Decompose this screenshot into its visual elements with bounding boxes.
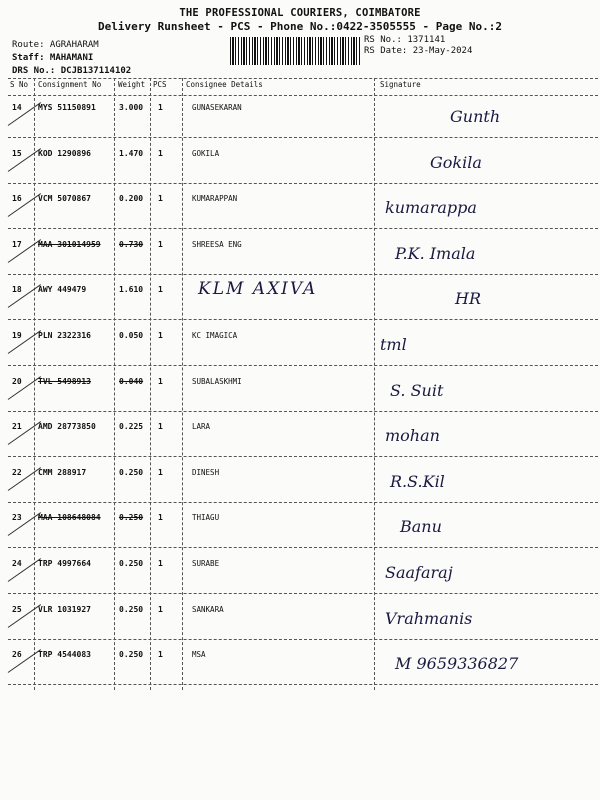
row-consignment-no: MAA 301014959 [38,240,101,249]
row-consignment-no: CMM 288917 [38,468,87,477]
row-sno: 23 [12,513,22,522]
row-pcs: 1 [158,422,163,431]
row-consignee: KC IMAGICA [192,331,238,340]
row-consignee: DINESH [192,468,220,477]
row-pcs: 1 [158,513,163,522]
row-sno: 22 [12,468,22,477]
row-signature: P.K. Imala [395,244,476,263]
row-consignee: SANKARA [192,605,224,614]
row-weight: 1.470 [119,149,144,158]
row-pcs: 1 [158,559,163,568]
row-signature: S. Suit [390,381,444,400]
row-signature: tml [380,335,407,354]
row-pcs: 1 [158,149,163,158]
row-sno: 15 [12,149,22,158]
row-consignment-no: PLN 2322316 [38,331,91,340]
row-sno: 18 [12,285,22,294]
row-weight: 3.000 [119,103,144,112]
row-weight: 1.610 [119,285,144,294]
row-separator [8,137,598,138]
header-top-rule [8,78,598,79]
row-consignee: SUBALASKHMI [192,377,242,386]
row-pcs: 1 [158,331,163,340]
row-consignee: GUNASEKARAN [192,103,242,112]
row-pcs: 1 [158,650,163,659]
row-consignee: SHREESA ENG [192,240,242,249]
row-separator [8,456,598,457]
row-signature: HR [455,289,481,308]
row-signature: kumarappa [385,198,477,217]
row-weight: 0.250 [119,468,144,477]
row-separator [8,319,598,320]
route-label: Route: AGRAHARAM [12,40,99,50]
row-weight: 0.250 [119,513,144,522]
row-signature: Banu [400,517,442,536]
row-consignment-no: KOD 1290896 [38,149,91,158]
row-separator [8,502,598,503]
rs-number: RS No.: 1371141 [364,35,446,45]
col-header-sno: S No [10,80,29,89]
row-separator [8,593,598,594]
row-consignment-no: TRP 4997664 [38,559,91,568]
row-weight: 0.730 [119,240,144,249]
row-signature: Gokila [430,153,482,172]
row-consignment-no: MAA 108648084 [38,513,101,522]
row-separator [8,639,598,640]
col-header-weight: Weight [118,80,146,89]
row-pcs: 1 [158,377,163,386]
row-pcs: 1 [158,285,163,294]
row-pcs: 1 [158,605,163,614]
drs-number: DRS No.: DCJB137114102 [12,66,132,76]
staff-label: Staff: MAHAMANI [12,53,94,63]
row-signature: Saafaraj [385,563,453,582]
row-consignee: SURABE [192,559,220,568]
row-signature: mohan [385,426,440,445]
row-weight: 0.250 [119,650,144,659]
row-weight: 0.050 [119,331,144,340]
row-consignee: LARA [192,422,211,431]
row-consignment-no: AMD 28773850 [38,422,96,431]
col-divider [34,78,35,690]
row-consignment-no: TRP 4544083 [38,650,91,659]
row-weight: 0.040 [119,377,144,386]
row-consignee: GOKILA [192,149,220,158]
row-pcs: 1 [158,194,163,203]
row-sno: 26 [12,650,22,659]
col-header-pcs: PCS [153,80,167,89]
row-weight: 0.250 [119,605,144,614]
row-sno: 14 [12,103,22,112]
col-divider [182,78,183,690]
row-consignment-no: MYS 51150891 [38,103,96,112]
col-header-consignee: Consignee Details [186,80,263,89]
row-signature: Vrahmanis [385,609,473,628]
document-subtitle: Delivery Runsheet - PCS - Phone No.:0422-3505555 - Page No.:2 [98,20,502,33]
row-signature: R.S.Kil [390,472,445,491]
row-separator [8,228,598,229]
document-title: THE PROFESSIONAL COURIERS, COIMBATORE [179,7,421,19]
row-sno: 25 [12,605,22,614]
row-sno: 17 [12,240,22,249]
row-consignee: KUMARAPPAN [192,194,238,203]
row-sno: 21 [12,422,22,431]
row-pcs: 1 [158,103,163,112]
row-separator [8,411,598,412]
row-consignment-no: VCM 5070867 [38,194,91,203]
row-weight: 0.200 [119,194,144,203]
row-consignment-no: VLR 1031927 [38,605,91,614]
row-separator [8,684,598,685]
col-divider [150,78,151,690]
row-separator [8,547,598,548]
row-pcs: 1 [158,240,163,249]
col-header-signature: Signature [380,80,421,89]
row-consignee: KLM AXIVA [198,279,318,299]
row-sno: 24 [12,559,22,568]
row-sno: 20 [12,377,22,386]
row-sno: 16 [12,194,22,203]
row-pcs: 1 [158,468,163,477]
row-signature: Gunth [450,107,501,126]
row-separator [8,365,598,366]
row-consignment-no: AWY 449479 [38,285,87,294]
row-consignee: THIAGU [192,513,220,522]
rs-date: RS Date: 23-May-2024 [364,46,473,56]
header-bottom-rule [8,95,598,96]
col-header-consignment: Consignment No [38,80,102,89]
row-weight: 0.250 [119,559,144,568]
row-weight: 0.225 [119,422,144,431]
row-separator [8,274,598,275]
row-consignment-no: TVL 5498913 [38,377,91,386]
col-divider [114,78,115,690]
row-signature: M 9659336827 [395,654,519,673]
row-sno: 19 [12,331,22,340]
col-divider [374,78,375,690]
row-consignee: MSA [192,650,206,659]
barcode-image [230,37,360,65]
row-separator [8,183,598,184]
